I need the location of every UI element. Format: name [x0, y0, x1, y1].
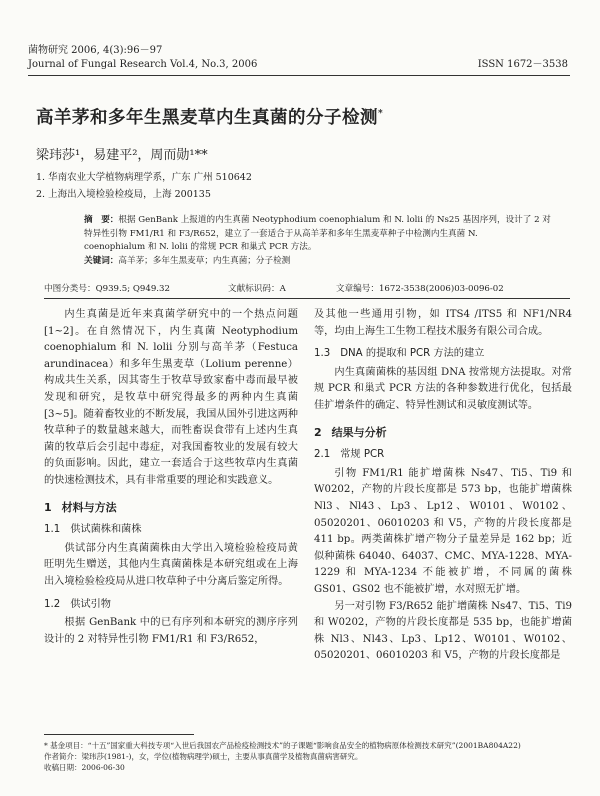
section-2-heading: 2 结果与分析: [314, 425, 387, 439]
meta-rule: [44, 298, 570, 299]
affiliation-2: 2. 上海出入境检验检疫局，上海 200135: [36, 189, 211, 200]
authors: 梁玮莎¹，易建平²，周而勋¹**: [36, 148, 208, 163]
paper-title: [36, 104, 556, 129]
article-id: 文章编号：1672-3538(2006)03-0096-02: [336, 284, 504, 294]
journal-header: [28, 44, 568, 72]
keywords-label: 关键词：: [84, 255, 119, 266]
section-1-3-heading: 1.3 DNA 的提取和 PCR 方法的建立: [314, 348, 485, 360]
affiliation-1: 1. 华南农业大学植物病理学系，广东 广州 510642: [36, 172, 252, 183]
continued-paragraph: 及其他一些通用引物，如 ITS4 /ITS5 和 NF1/NR4 等，均由上海生工生物工程技术服务有限公司合成。: [314, 309, 572, 337]
keywords-text: 高羊茅；多年生黑麦草；内生真菌；分子检测: [118, 255, 291, 266]
title-text: 高羊茅和多年生黑麦草内生真菌的分子检测: [36, 108, 378, 128]
section-2-1-paragraph-a: 引物 FM1/R1 能扩增菌株 Ns47、Ti5、Ti9 和 W0202，产物的片段长度都是 573 bp，也能扩增菌株 Nl3、Nl43、Lp3、Lp12、W0101、W0102、05020201、06010203 和 V5，产物的片段长度都是 411 bp。两类菌株扩增产物分子量差异是 162 bp；近似种菌株 64040、64037、CMC、MYA-1228、MYA-1229 和 MYA-1234 不能被扩增，不同属的菌株 GS01、GS02 也不能被扩增，水对照无扩增。: [314, 467, 572, 595]
abstract-line-1: 摘 要：根据 GenBank 上报道的内生真菌 Neotyphodium coenophialum 和 N. lolii 的 Ns25 基因序列，设计了 2 对: [84, 215, 551, 225]
intro-paragraph: 内生真菌是近年来真菌学研究中的一个热点问题[1~2]。在自然情况下，内生真菌 Neotyphodium coenophialum 和 N. lolii 分别与高羊茅（Festuca arundinacea）和多年生黑麦草（Lolium perenne）构成共生关系，因其寄生于牧草导致家畜中毒而最早被发现和研究，是牧草中研究得最多的两种内生真菌[3~5]。随着畜牧业的不断发展，我国从国外引进这两种牧草种子的数量越来越大，而牲畜误食带有上述内生真菌的牧草后会引起中毒症，对我国畜牧业的发展有较大的负面影响。因此，建立一套适合于这些牧草内生真菌的快速检测技术，具有非常重要的理论和实践意义。: [44, 309, 298, 486]
abstract-line-3: coenophialum 和 N. lolii 的常规 PCR 和巢式 PCR 方法。: [84, 242, 317, 252]
section-1-1-heading: 1.1 供试菌株和菌株: [44, 524, 142, 536]
section-1-2-paragraph: 根据 GenBank 中的已有序列和本研究的测序序列设计的 2 对特异性引物 FM1/R1 和 F3/R652，: [44, 617, 298, 645]
section-1-2-heading: 1.2 供试引物: [44, 598, 111, 610]
footnote-funding: * 基金项目：“十五”国家重大科技专项“入世后我国农产品检疫检测技术”的子课题“影响食品安全的植物病原体检测技术研究”(2001BA804A22): [44, 741, 521, 750]
section-1-heading: 1 材料与方法: [44, 500, 117, 514]
abstract-label: 摘 要：: [84, 215, 119, 225]
section-2-1-paragraph-b: 另一对引物 F3/R652 能扩增菌株 Ns47、Ti5、Ti9 和 W0202，产物的片段长度都是 535 bp，也能扩增菌株 Nl3、Nl43、Lp3、Lp12、W0101、W0102、05020201、06010203 和 V5，产物的片段长度都是: [314, 600, 572, 662]
clc-number: 中图分类号：Q939.5; Q949.32: [44, 284, 170, 294]
section-1-3-paragraph: 内生真菌菌株的基因组 DNA 按常规方法提取。对常规 PCR 和巢式 PCR 方法的各种参数进行优化，包括最佳扩增条件的确定、特异性测试和灵敏度测试等。: [314, 366, 572, 411]
header-rule: [28, 75, 570, 76]
issn: ISSN 1672－3538: [477, 59, 568, 70]
section-1-1-paragraph: 供试部分内生真菌菌株由大学出入境检验检疫局黄旺明先生赠送，其他内生真菌菌株是本研究组或在上海出入境检验检疫局从进口牧草种子中分离后鉴定所得。: [44, 542, 298, 587]
footnotes: [44, 740, 564, 773]
right-column: [314, 307, 572, 665]
section-2-1-heading: 2.1 常规 PCR: [314, 449, 385, 461]
footnote-received: 收稿日期：2006-06-30: [44, 763, 125, 772]
keywords: [84, 255, 558, 269]
abstract: [84, 214, 558, 268]
journal-name-en: Journal of Fungal Research Vol.4, No.3, 2006: [28, 59, 258, 70]
title-footnote-mark: *: [378, 109, 384, 120]
document-code: 文献标识码：A: [228, 284, 286, 294]
journal-name-cn: 菌物研究 2006, 4(3):96－97: [28, 45, 163, 56]
left-column: [44, 307, 298, 648]
footnote-rule: [44, 734, 194, 735]
footnote-author: 作者简介：梁玮莎(1981-)，女，学位(植物病理学)硕士，主要从事真菌学及植物真菌病害研究。: [44, 752, 363, 761]
abstract-line-2: 特异性引物 FM1/R1 和 F3/R652，建立了一套适合于从高羊茅和多年生黑麦草种子中检测内生真菌 N.: [84, 228, 478, 239]
